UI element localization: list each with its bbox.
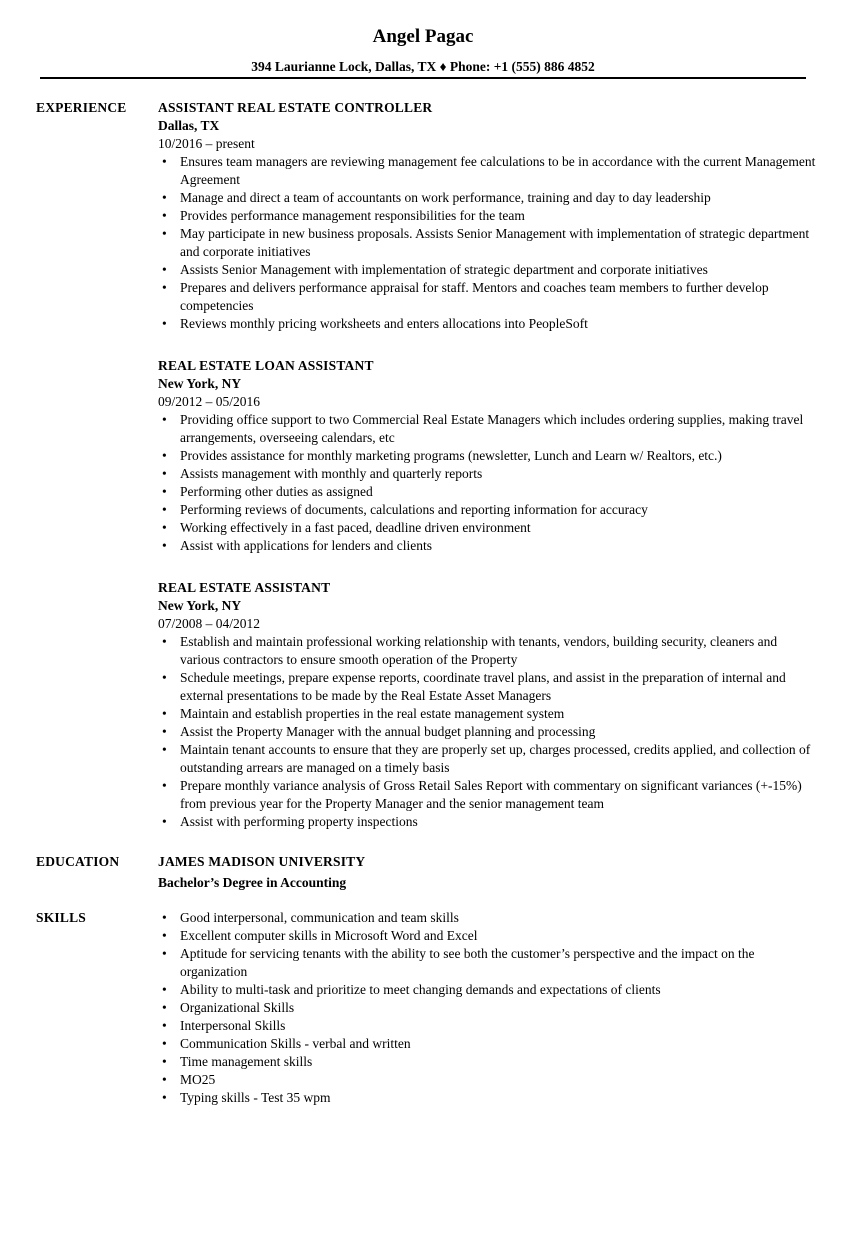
skills-heading: SKILLS (36, 910, 86, 925)
skill-item: • Organizational Skills (158, 999, 818, 1017)
job-dates: 10/2016 – present (158, 136, 255, 151)
job-bullets (158, 411, 818, 555)
skill-item: • Communication Skills - verbal and written (158, 1035, 818, 1053)
job-bullet: • Prepares and delivers performance appraisal for staff. Mentors and coaches team members to further develop competencies (158, 279, 818, 315)
job-bullet: • Establish and maintain professional working relationship with tenants, vendors, building security, cleaners and various contractors to ensure smooth operation of the Property (158, 633, 818, 669)
job-dates: 07/2008 – 04/2012 (158, 616, 261, 631)
job-bullet: • Assists management with monthly and quarterly reports (158, 465, 818, 483)
experience-heading: EXPERIENCE (36, 100, 127, 115)
skills-list (158, 909, 818, 1107)
contact-line: 394 Laurianne Lock, Dallas, TX ♦ Phone: +1 (555) 886 4852 (251, 59, 595, 74)
job-bullet: • Provides performance management responsibilities for the team (158, 207, 818, 225)
job-title: REAL ESTATE ASSISTANT (158, 580, 331, 595)
education-heading: EDUCATION (36, 854, 120, 869)
job-location: New York, NY (158, 376, 242, 391)
job-bullet: • Reviews monthly pricing worksheets and enters allocations into PeopleSoft (158, 315, 818, 333)
job-bullet: • Maintain tenant accounts to ensure that they are properly set up, charges processed, credits applied, and collection of outstanding arrears are managed on a timely basis (158, 741, 818, 777)
skill-item: • Ability to multi-task and prioritize to meet changing demands and expectations of clients (158, 981, 818, 999)
job-bullet: • May participate in new business proposals. Assists Senior Management with implementation of strategic department and corporate initiatives (158, 225, 818, 261)
job-bullet: • Schedule meetings, prepare expense reports, coordinate travel plans, and assist in the preparation of internal and external presentations to be made by the Real Estate Asset Managers (158, 669, 818, 705)
job-bullet: • Maintain and establish properties in the real estate management system (158, 705, 818, 723)
skill-item: • Typing skills - Test 35 wpm (158, 1089, 818, 1107)
job-bullet: • Performing other duties as assigned (158, 483, 818, 501)
candidate-name: Angel Pagac (372, 26, 474, 47)
job-entry (158, 357, 818, 555)
job-bullet: • Provides assistance for monthly marketing programs (newsletter, Lunch and Learn w/ Realtors, etc.) (158, 447, 818, 465)
job-location: Dallas, TX (158, 118, 220, 133)
job-bullet: • Assists Senior Management with implementation of strategic department and corporate initiatives (158, 261, 818, 279)
job-bullet: • Providing office support to two Commercial Real Estate Managers which includes ordering supplies, making travel arrangements, overseeing calendars, etc (158, 411, 818, 447)
job-bullet: • Assist the Property Manager with the annual budget planning and processing (158, 723, 818, 741)
skill-item: • Excellent computer skills in Microsoft Word and Excel (158, 927, 818, 945)
skill-item: • Interpersonal Skills (158, 1017, 818, 1035)
job-title: REAL ESTATE LOAN ASSISTANT (158, 358, 374, 373)
header-divider (40, 77, 806, 79)
skill-item: • Good interpersonal, communication and team skills (158, 909, 818, 927)
job-bullet: • Performing reviews of documents, calculations and reporting information for accuracy (158, 501, 818, 519)
job-bullet: • Assist with performing property inspections (158, 813, 818, 831)
job-bullet: • Prepare monthly variance analysis of Gross Retail Sales Report with commentary on significant variances (+-15%) from previous year for the Property Manager and the senior management team (158, 777, 818, 813)
job-dates: 09/2012 – 05/2016 (158, 394, 261, 409)
job-location: New York, NY (158, 598, 242, 613)
job-bullet: • Working effectively in a fast paced, deadline driven environment (158, 519, 818, 537)
skill-item: • MO25 (158, 1071, 818, 1089)
job-title: ASSISTANT REAL ESTATE CONTROLLER (158, 100, 433, 115)
experience-content (158, 99, 818, 855)
job-bullet: • Manage and direct a team of accountants on work performance, training and day to day leadership (158, 189, 818, 207)
skills-content (158, 909, 818, 1107)
skill-item: • Time management skills (158, 1053, 818, 1071)
education-content (158, 853, 818, 892)
job-bullet: • Assist with applications for lenders and clients (158, 537, 818, 555)
job-bullet: • Ensures team managers are reviewing management fee calculations to be in accordance with the current Management Agreement (158, 153, 818, 189)
job-bullets (158, 153, 818, 333)
skill-item: • Aptitude for servicing tenants with the ability to see both the customer’s perspective and the impact on the organization (158, 945, 818, 981)
education-school: JAMES MADISON UNIVERSITY (158, 854, 366, 869)
job-entry (158, 99, 818, 333)
job-bullets (158, 633, 818, 831)
job-entry (158, 579, 818, 831)
education-degree: Bachelor’s Degree in Accounting (158, 875, 347, 890)
